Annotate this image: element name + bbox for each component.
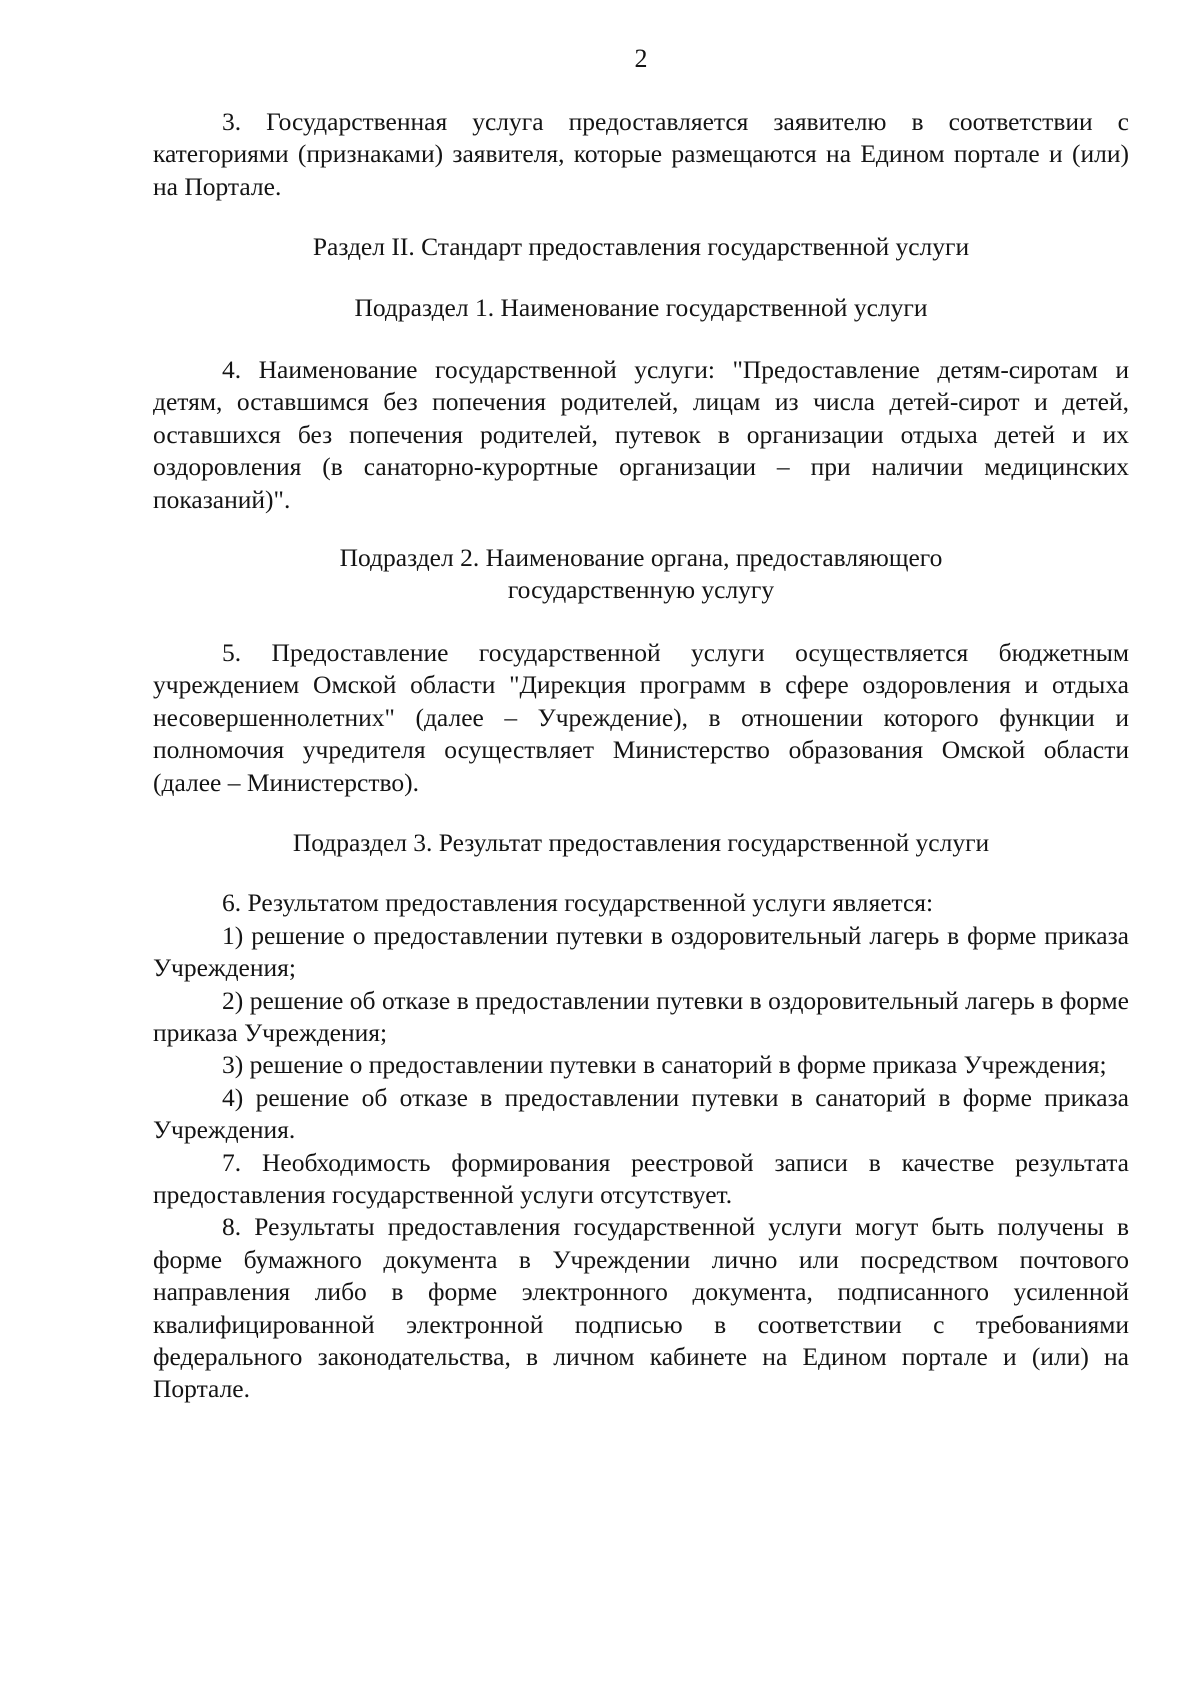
paragraph-4: 4. Наименование государственной услуги: "Предоставление детям-сиротам и детям, оставшимся без попечения родителей, лицам из числа детей-сирот и детей, оставшихся без попечения родителей, путевок в организации отдыха детей и их оздоровления (в санаторно-курортные организации – при наличии медицинских показаний)". bbox=[153, 355, 1129, 514]
subsection-3-title: Подраздел 3. Результат предоставления государственной услуги bbox=[292, 827, 990, 857]
page-number: 2 bbox=[634, 44, 648, 73]
result-item-3: 3) решение о предоставлении путевки в санаторий в форме приказа Учреждения; bbox=[222, 1050, 1107, 1080]
result-item-1: 1) решение о предоставлении путевки в оздоровительный лагерь в форме приказа Учреждения; bbox=[153, 920, 1129, 983]
result-item-2: 2) решение об отказе в предоставлении путевки в оздоровительный лагерь в форме приказа Учреждения; bbox=[153, 985, 1129, 1047]
subsection-2-title bbox=[153, 542, 1129, 607]
paragraph-3: 3. Государственная услуга предоставляется заявителю в соответствии с категориями (признаками) заявителя, которые размещаются на Едином портале и (или) на Портале. bbox=[153, 107, 1129, 201]
paragraph-7: 7. Необходимость формирования реестровой записи в качестве результата предоставления государственной услуги отсутствует. bbox=[153, 1147, 1129, 1209]
section-2-title: Раздел II. Стандарт предоставления государственной услуги bbox=[312, 232, 970, 262]
paragraph-5: 5. Предоставление государственной услуги осуществляется бюджетным учреждением Омской области "Дирекция программ в сфере оздоровления и отдыха несовершеннолетних" (далее – Учреждение), в отношении которого функции и полномочия учредителя осуществляет Министерство образования Омской области (далее – Министерство). bbox=[153, 637, 1129, 797]
paragraph-6: 6. Результатом предоставления государственной услуги является: bbox=[222, 888, 934, 918]
subsection-2-title-line-2: государственную услугу bbox=[507, 575, 775, 605]
paragraph-8: 8. Результаты предоставления государственной услуги могут быть получены в форме бумажного документа в Учреждении лично или посредством почтового направления либо в форме электронного документа, подписанного усиленной квалифицированной электронной подписью в соответствии с требованиями федерального законодательства, в личном кабинете на Едином портале и (или) на Портале. bbox=[153, 1212, 1129, 1404]
subsection-1-title: Подраздел 1. Наименование государственной услуги bbox=[354, 292, 928, 322]
result-item-4: 4) решение об отказе в предоставлении путевки в санаторий в форме приказа Учреждения. bbox=[153, 1082, 1129, 1145]
subsection-2-title-line-1: Подраздел 2. Наименование органа, предоставляющего bbox=[339, 543, 943, 573]
document-body bbox=[153, 106, 1129, 1406]
